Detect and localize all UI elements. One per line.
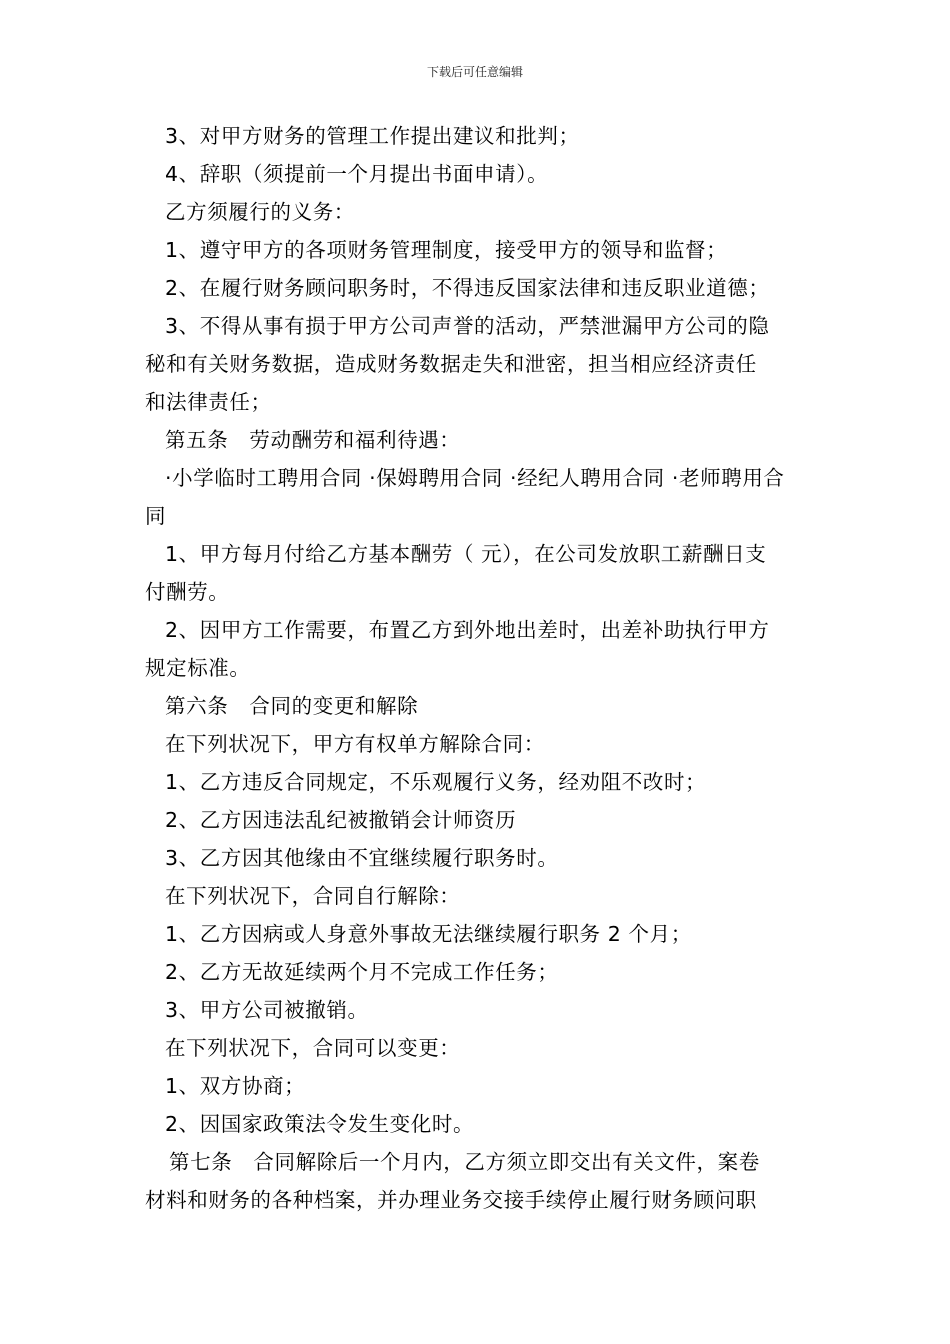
paragraph-line: 2、在履行财务顾问职务时，不得违反国家法律和违反职业道德； bbox=[165, 276, 770, 300]
paragraph-line: 1、乙方因病或人身意外事故无法继续履行职务 2 个月； bbox=[165, 922, 692, 946]
paragraph-line: 3、乙方因其他缘由不宜继续履行职务时。 bbox=[165, 846, 559, 870]
paragraph-line: 2、因甲方工作需要，布置乙方到外地出差时，出差补助执行甲方 bbox=[165, 618, 770, 642]
section-heading: 第五条 劳动酬劳和福利待遇： bbox=[165, 428, 461, 452]
paragraph-line: 付酬劳。 bbox=[145, 580, 230, 604]
paragraph-line: 材料和财务的各种档案，并办理业务交接手续停止履行财务顾问职 bbox=[145, 1188, 757, 1212]
paragraph-line: 1、乙方违反合同规定，不乐观履行义务，经劝阻不改时； bbox=[165, 770, 707, 794]
paragraph-line: 乙方须履行的义务： bbox=[165, 200, 355, 224]
section-heading: 第七条 合同解除后一个月内，乙方须立即交出有关文件，案卷 bbox=[169, 1150, 760, 1174]
paragraph-line: 2、乙方因违法乱纪被撤销会计师资历 bbox=[165, 808, 517, 832]
paragraph-line: 规定标准。 bbox=[145, 656, 251, 680]
paragraph-line: 4、辞职（须提前一个月提出书面申请）。 bbox=[165, 162, 549, 186]
paragraph-line: 1、双方协商； bbox=[165, 1074, 306, 1098]
document-body bbox=[145, 117, 809, 1219]
paragraph-line: 2、乙方无故延续两个月不完成工作任务； bbox=[165, 960, 559, 984]
paragraph-line: 1、甲方每月付给乙方基本酬劳（ 元），在公司发放职工薪酬日支 bbox=[165, 542, 767, 566]
paragraph-line: 在下列状况下，甲方有权单方解除合同： bbox=[165, 732, 545, 756]
paragraph-line: 3、不得从事有损于甲方公司声誉的活动，严禁泄漏甲方公司的隐 bbox=[165, 314, 770, 338]
paragraph-line: 1、遵守甲方的各项财务管理制度，接受甲方的领导和监督； bbox=[165, 238, 728, 262]
section-heading: 第六条 合同的变更和解除 bbox=[165, 694, 419, 718]
paragraph-line: ·小学临时工聘用合同 ·保姆聘用合同 ·经纪人聘用合同 ·老师聘用合 bbox=[165, 466, 785, 490]
paragraph-line: 3、对甲方财务的管理工作提出建议和批判； bbox=[165, 124, 580, 148]
paragraph-line: 2、因国家政策法令发生变化时。 bbox=[165, 1112, 475, 1136]
paragraph-line: 秘和有关财务数据，造成财务数据走失和泄密，担当相应经济责任 bbox=[145, 352, 757, 376]
paragraph-line: 在下列状况下，合同可以变更： bbox=[165, 1036, 461, 1060]
paragraph-line: 在下列状况下，合同自行解除： bbox=[165, 884, 461, 908]
paragraph-line: 3、甲方公司被撤销。 bbox=[165, 998, 369, 1022]
paragraph-line: 同 bbox=[145, 504, 167, 528]
paragraph-line: 和法律责任； bbox=[145, 390, 272, 414]
page-header: 下载后可任意编辑 bbox=[426, 65, 523, 79]
